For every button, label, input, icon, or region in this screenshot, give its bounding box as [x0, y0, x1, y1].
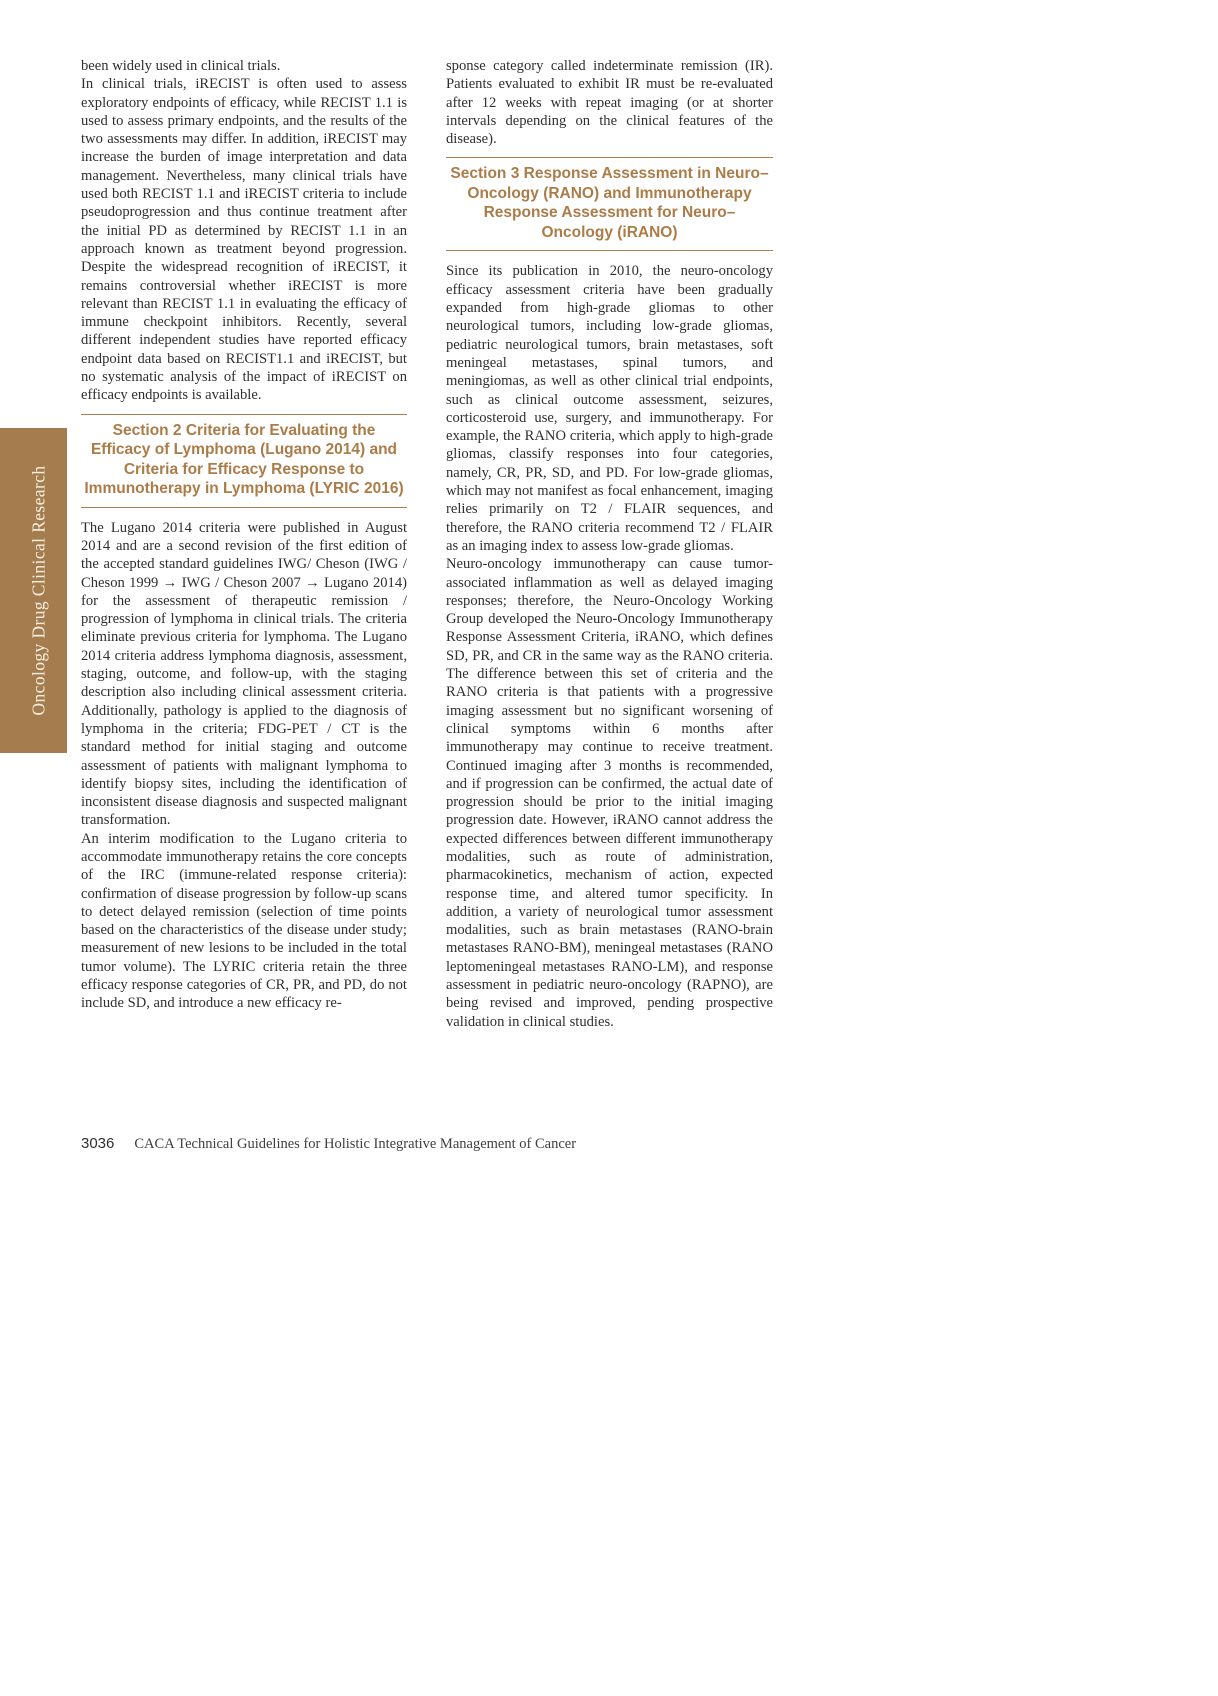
chapter-sidebar-label: Oncology Drug Clinical Research	[29, 465, 50, 716]
footer-running-title: CACA Technical Guidelines for Holistic Integrative Management of Cancer	[134, 1136, 577, 1152]
section-2-heading: Section 2 Criteria for Evaluating the Efficacy of Lymphoma (Lugano 2014) and Criteria for Efficacy Response to Immunotherapy in Lymphoma (LYRIC 2016)	[81, 414, 407, 508]
page-number: 3036	[81, 1135, 115, 1152]
paragraph: Since its publication in 2010, the neuro-oncology efficacy assessment criteria have been gradually expanded from high-grade gliomas to other neurological tumors, including low-grade gliomas, pediatric neurological tumors, brain metastases, soft meningeal metastases, spinal tumors, and meningiomas, as well as other clinical trial endpoints, such as clinical outcome assessment, seizures, corticosteroid use, surgery, and immunotherapy. For example, the RANO criteria, which apply to high-grade gliomas, classify responses into four categories, namely, CR, PR, SD, and PD. For low-grade gliomas, which may not manifest as focal enhancement, imaging relies primarily on T2 / FLAIR sequences, and therefore, the RANO criteria recommend T2 / FLAIR as an imaging index to assess low-grade gliomas.	[446, 263, 773, 554]
chapter-sidebar-tab	[0, 428, 67, 753]
paragraph-continuation: sponse category called indeterminate remission (IR). Patients evaluated to exhibit IR must be re-evaluated after 12 weeks with repeat imaging (or at shorter intervals depending on the clinical features of the disease).	[446, 58, 773, 148]
right-column	[446, 57, 773, 1031]
page-footer	[81, 1135, 576, 1153]
paragraph: An interim modification to the Lugano criteria to accommodate immunotherapy retains the core concepts of the IRC (immune-related response criteria): confirmation of disease progression by follow-up scans to detect delayed remission (selection of time points based on the characteristics of the disease under study; measurement of new lesions to be included in the total tumor volume). The LYRIC criteria retain the three efficacy response categories of CR, PR, and PD, do not include SD, and introduce a new efficacy re-	[81, 830, 407, 1012]
paragraph: The Lugano 2014 criteria were published in August 2014 and are a second revision of the first edition of the accepted standard guidelines IWG/ Cheson (IWG / Cheson 1999 → IWG / Cheson 2007 → Lugano 2014) for the assessment of therapeutic remission / progression of lymphoma in clinical trials. The criteria eliminate previous criteria for lymphoma. The Lugano 2014 criteria address lymphoma diagnosis, assessment, staging, outcome, and follow-up, with the staging description also including clinical assessment criteria. Additionally, pathology is applied to the diagnosis of lymphoma in the criteria; FDG-PET / CT is the standard method for initial staging and outcome assessment of patients with malignant lymphoma to identify biopsy sites, including the identification of inconsistent disease diagnosis and suspected malignant transformation.	[81, 519, 407, 829]
section-3-heading: Section 3 Response Assessment in Neuro–Oncology (RANO) and Immunotherapy Response Assessment for Neuro–Oncology (iRANO)	[446, 157, 773, 251]
paragraph: Neuro-oncology immunotherapy can cause tumor-associated inflammation as well as delayed imaging responses; therefore, the Neuro-Oncology Working Group developed the Neuro-Oncology Immunotherapy Response Assessment Criteria, iRANO, which defines SD, PR, and CR in the same way as the RANO criteria. The difference between this set of criteria and the RANO criteria is that patients with a progressive imaging assessment but no significant worsening of clinical symptoms within 6 months after immunotherapy may continue to receive treatment. Continued imaging after 3 months is recommended, and if progression can be confirmed, the actual date of progression should be prior to the initial imaging progression date. However, iRANO cannot address the expected differences between different immunotherapy modalities, such as route of administration, pharmacokinetics, mechanism of action, expected response time, and altered tumor specificity. In addition, a variety of neurological tumor assessment modalities, such as brain metastases (RANO-brain metastases RANO-BM), meningeal metastases (RANO leptomeningeal metastases RANO-LM), and response assessment in pediatric neuro-oncology (RAPNO), are being revised and improved, pending prospective validation in clinical studies.	[446, 556, 773, 1030]
left-column	[81, 57, 407, 1013]
paragraph: In clinical trials, iRECIST is often used to assess exploratory endpoints of efficacy, while RECIST 1.1 is used to assess primary endpoints, and the results of the two assessments may differ. In addition, iRECIST may increase the burden of image interpretation and data management. Nevertheless, many clinical trials have used both RECIST 1.1 and iRECIST criteria to include pseudoprogression and thus continue treatment after the initial PD as determined by RECIST 1.1 in an approach known as treatment beyond progression. Despite the widespread recognition of iRECIST, it remains controversial whether iRECIST is more relevant than RECIST 1.1 in evaluating the efficacy of immune checkpoint inhibitors. Recently, several different independent studies have reported efficacy endpoint data based on RECIST1.1 and iRECIST, but no systematic analysis of the impact of iRECIST on efficacy endpoints is available.	[81, 76, 407, 404]
paragraph-continuation: been widely used in clinical trials.	[81, 58, 281, 74]
